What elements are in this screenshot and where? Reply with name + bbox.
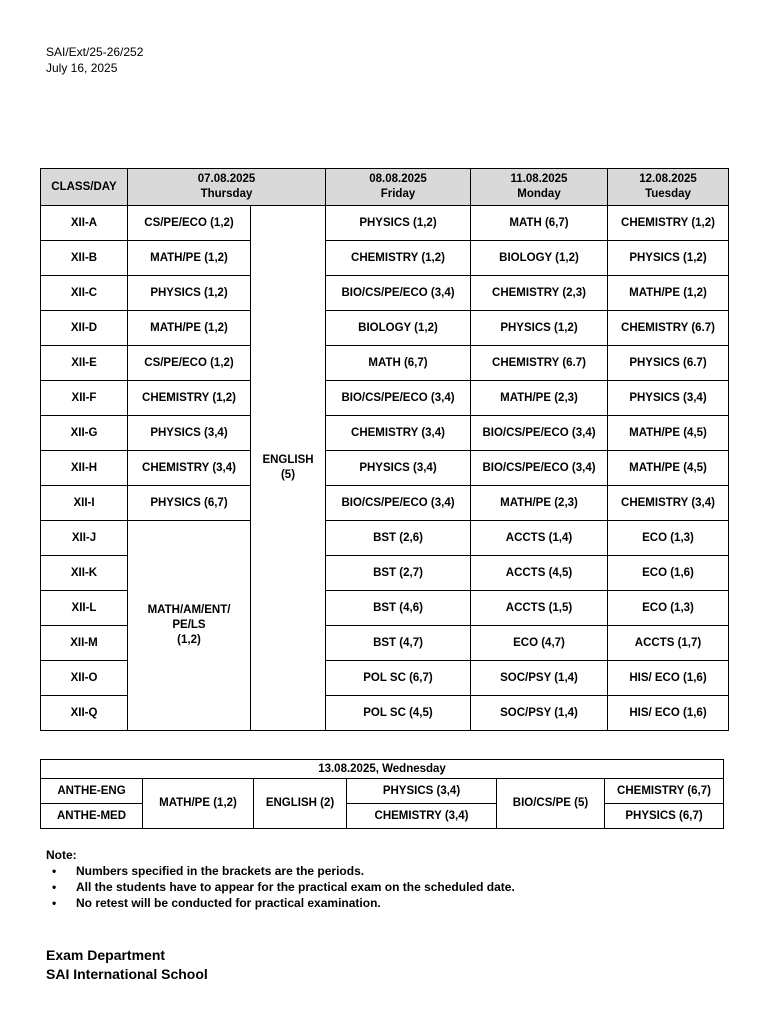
thursday-cell: MATH/PE (1,2) bbox=[128, 241, 251, 276]
class-cell: XII-K bbox=[41, 556, 128, 591]
bullet-icon: • bbox=[52, 880, 57, 894]
english-merged-cell bbox=[251, 206, 326, 731]
day-header-friday bbox=[326, 169, 471, 206]
bio-cs-pe-cell: BIO/CS/PE (5) bbox=[497, 779, 605, 829]
monday-cell: BIOLOGY (1,2) bbox=[471, 241, 608, 276]
class-cell: XII-J bbox=[41, 521, 128, 556]
chemistry-cell: CHEMISTRY (3,4) bbox=[347, 804, 497, 829]
day-date: 11.08.2025 bbox=[510, 173, 568, 185]
friday-cell: BST (2,7) bbox=[326, 556, 471, 591]
physics-cell: PHYSICS (3,4) bbox=[347, 779, 497, 804]
thursday-cell: PHYSICS (6,7) bbox=[128, 486, 251, 521]
reference-block bbox=[46, 44, 143, 76]
note-heading: Note: bbox=[46, 848, 77, 862]
table-row bbox=[41, 311, 729, 346]
day-date: 12.08.2025 bbox=[639, 173, 697, 185]
table-row bbox=[41, 241, 729, 276]
thursday-cell: CS/PE/ECO (1,2) bbox=[128, 206, 251, 241]
table-row bbox=[41, 381, 729, 416]
table-row bbox=[41, 276, 729, 311]
friday-cell: PHYSICS (1,2) bbox=[326, 206, 471, 241]
school-name: SAI International School bbox=[46, 966, 208, 982]
monday-cell: CHEMISTRY (2,3) bbox=[471, 276, 608, 311]
friday-cell: BIO/CS/PE/ECO (3,4) bbox=[326, 486, 471, 521]
friday-cell: BST (2,6) bbox=[326, 521, 471, 556]
friday-cell: BST (4,7) bbox=[326, 626, 471, 661]
monday-cell: CHEMISTRY (6.7) bbox=[471, 346, 608, 381]
class-cell: XII-I bbox=[41, 486, 128, 521]
table-row bbox=[41, 521, 729, 556]
class-cell: XII-B bbox=[41, 241, 128, 276]
anthe-eng-label: ANTHE-ENG bbox=[41, 779, 143, 804]
tuesday-cell: CHEMISTRY (6.7) bbox=[608, 311, 729, 346]
thursday-cell: PHYSICS (1,2) bbox=[128, 276, 251, 311]
friday-cell: CHEMISTRY (1,2) bbox=[326, 241, 471, 276]
merged-line: PE/LS bbox=[172, 619, 206, 631]
anthe-schedule-table bbox=[40, 759, 724, 829]
monday-cell: PHYSICS (1,2) bbox=[471, 311, 608, 346]
list-item bbox=[52, 895, 515, 911]
monday-cell: MATH/PE (2,3) bbox=[471, 381, 608, 416]
thursday-cell: CHEMISTRY (1,2) bbox=[128, 381, 251, 416]
tuesday-cell: MATH/PE (1,2) bbox=[608, 276, 729, 311]
monday-cell: MATH (6,7) bbox=[471, 206, 608, 241]
tuesday-cell: ECO (1,3) bbox=[608, 521, 729, 556]
english-line: ENGLISH bbox=[262, 454, 314, 466]
exam-schedule-table bbox=[40, 168, 729, 731]
class-cell: XII-O bbox=[41, 661, 128, 696]
merged-periods: (1,2) bbox=[177, 634, 201, 646]
day-name: Monday bbox=[517, 188, 561, 200]
table-row bbox=[41, 416, 729, 451]
class-day-header: CLASS/DAY bbox=[41, 169, 128, 206]
table-row bbox=[41, 346, 729, 381]
class-cell: XII-Q bbox=[41, 696, 128, 731]
chemistry-cell: CHEMISTRY (6,7) bbox=[605, 779, 724, 804]
commerce-merged-cell bbox=[128, 521, 251, 731]
thursday-cell: CS/PE/ECO (1,2) bbox=[128, 346, 251, 381]
friday-cell: BST (4,6) bbox=[326, 591, 471, 626]
friday-cell: BIO/CS/PE/ECO (3,4) bbox=[326, 276, 471, 311]
table-row bbox=[41, 451, 729, 486]
tuesday-cell: HIS/ ECO (1,6) bbox=[608, 696, 729, 731]
monday-cell: ACCTS (1,4) bbox=[471, 521, 608, 556]
day-name: Tuesday bbox=[645, 188, 691, 200]
day-name: Friday bbox=[380, 188, 416, 200]
monday-cell: BIO/CS/PE/ECO (3,4) bbox=[471, 451, 608, 486]
monday-cell: MATH/PE (2,3) bbox=[471, 486, 608, 521]
day-header-thursday bbox=[128, 169, 326, 206]
letter-date: July 16, 2025 bbox=[46, 61, 118, 75]
anthe-med-label: ANTHE-MED bbox=[41, 804, 143, 829]
tuesday-cell: PHYSICS (6.7) bbox=[608, 346, 729, 381]
signature-block bbox=[46, 946, 208, 984]
monday-cell: SOC/PSY (1,4) bbox=[471, 696, 608, 731]
friday-cell: MATH (6,7) bbox=[326, 346, 471, 381]
class-cell: XII-C bbox=[41, 276, 128, 311]
note-text: All the students have to appear for the practical exam on the scheduled date. bbox=[76, 880, 515, 894]
thursday-cell: CHEMISTRY (3,4) bbox=[128, 451, 251, 486]
tuesday-cell: CHEMISTRY (3,4) bbox=[608, 486, 729, 521]
list-item bbox=[52, 863, 515, 879]
reference-number: SAI/Ext/25-26/252 bbox=[46, 45, 144, 59]
tuesday-cell: ECO (1,3) bbox=[608, 591, 729, 626]
merged-line: MATH/AM/ENT/ bbox=[147, 604, 231, 616]
tuesday-cell: MATH/PE (4,5) bbox=[608, 451, 729, 486]
english-cell: ENGLISH (2) bbox=[254, 779, 347, 829]
list-item bbox=[52, 879, 515, 895]
bullet-icon: • bbox=[52, 896, 57, 910]
monday-cell: ECO (4,7) bbox=[471, 626, 608, 661]
friday-cell: BIO/CS/PE/ECO (3,4) bbox=[326, 381, 471, 416]
note-text: Numbers specified in the brackets are the periods. bbox=[76, 864, 365, 878]
friday-cell: CHEMISTRY (3,4) bbox=[326, 416, 471, 451]
friday-cell: PHYSICS (3,4) bbox=[326, 451, 471, 486]
class-cell: XII-G bbox=[41, 416, 128, 451]
tuesday-cell: ACCTS (1,7) bbox=[608, 626, 729, 661]
monday-cell: BIO/CS/PE/ECO (3,4) bbox=[471, 416, 608, 451]
monday-cell: ACCTS (4,5) bbox=[471, 556, 608, 591]
table-row bbox=[41, 206, 729, 241]
tuesday-cell: CHEMISTRY (1,2) bbox=[608, 206, 729, 241]
friday-cell: BIOLOGY (1,2) bbox=[326, 311, 471, 346]
class-cell: XII-D bbox=[41, 311, 128, 346]
day-name: Thursday bbox=[200, 188, 253, 200]
day-header-tuesday bbox=[608, 169, 729, 206]
day-date: 08.08.2025 bbox=[369, 173, 427, 185]
thursday-cell: PHYSICS (3,4) bbox=[128, 416, 251, 451]
class-cell: XII-M bbox=[41, 626, 128, 661]
math-pe-cell: MATH/PE (1,2) bbox=[143, 779, 254, 829]
monday-cell: ACCTS (1,5) bbox=[471, 591, 608, 626]
physics-cell: PHYSICS (6,7) bbox=[605, 804, 724, 829]
bullet-icon: • bbox=[52, 864, 57, 878]
class-cell: XII-L bbox=[41, 591, 128, 626]
anthe-date-header: 13.08.2025, Wednesday bbox=[41, 760, 724, 779]
tuesday-cell: ECO (1,6) bbox=[608, 556, 729, 591]
note-text: No retest will be conducted for practical examination. bbox=[76, 896, 381, 910]
notes-list bbox=[52, 863, 515, 911]
friday-cell: POL SC (6,7) bbox=[326, 661, 471, 696]
tuesday-cell: PHYSICS (3,4) bbox=[608, 381, 729, 416]
day-header-monday bbox=[471, 169, 608, 206]
class-cell: XII-E bbox=[41, 346, 128, 381]
day-date: 07.08.2025 bbox=[197, 173, 256, 185]
monday-cell: SOC/PSY (1,4) bbox=[471, 661, 608, 696]
table-row bbox=[41, 779, 724, 804]
tuesday-cell: PHYSICS (1,2) bbox=[608, 241, 729, 276]
class-cell: XII-F bbox=[41, 381, 128, 416]
class-cell: XII-A bbox=[41, 206, 128, 241]
tuesday-cell: MATH/PE (4,5) bbox=[608, 416, 729, 451]
anthe-header-row bbox=[41, 760, 724, 779]
department-name: Exam Department bbox=[46, 947, 166, 963]
header-row bbox=[41, 169, 729, 206]
english-periods: (5) bbox=[280, 469, 296, 481]
tuesday-cell: HIS/ ECO (1,6) bbox=[608, 661, 729, 696]
table-row bbox=[41, 486, 729, 521]
friday-cell: POL SC (4,5) bbox=[326, 696, 471, 731]
thursday-cell: MATH/PE (1,2) bbox=[128, 311, 251, 346]
class-cell: XII-H bbox=[41, 451, 128, 486]
